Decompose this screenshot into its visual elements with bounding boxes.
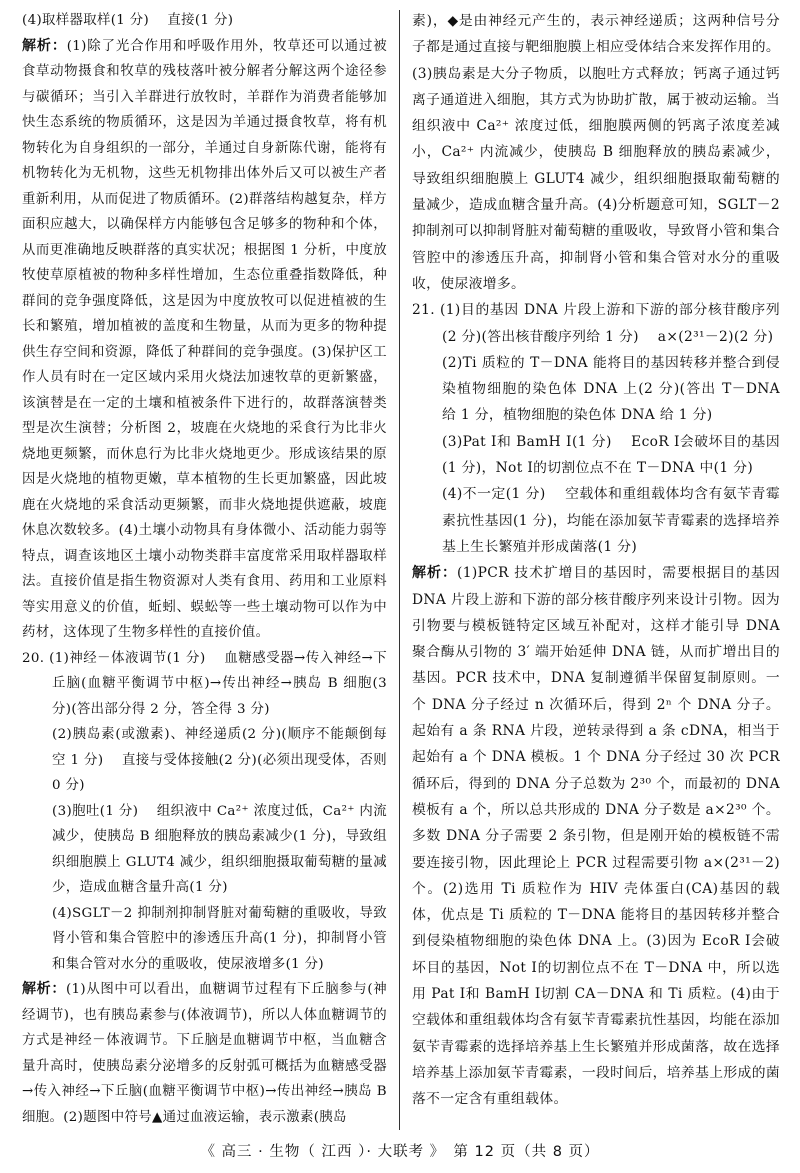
explanation-label: 解析： — [22, 37, 67, 54]
q21-part4-answer: (4)不一定(1 分) 空载体和重组载体均含有氨苄青霉素抗性基因(1 分)，均能在添加氨苄青霉素的选择培养基上生长繁殖并形成菌落(1 分) — [442, 486, 780, 555]
q21-part1-answer: 21. (1)目的基因 DNA 片段上游和下游的部分核苷酸序列(2 分)(答出核苷酸序列给 1 分) a×(2³¹－2)(2 分) — [412, 302, 780, 345]
q20-part2-answer: (2)胰岛素(或激素)、神经递质(2 分)(顺序不能颠倒每空 1 分) 直接与受体接触(2 分)(必须出现受体，否则 0 分) — [52, 727, 387, 793]
q19-explanation — [22, 34, 387, 646]
right-column — [412, 8, 780, 1112]
q20-part3-answer: (3)胞吐(1 分) 组织液中 Ca²⁺ 浓度过低，Ca²⁺ 内流减少，使胰岛 B 细胞释放的胰岛素减少(1 分)，导致组织细胞膜上 GLUT4 减少，组织细胞摄取葡萄糖的量减少，造成血糖含量升高(1 分) — [52, 803, 387, 895]
q19-explanation-text: (1)除了光合作用和呼吸作用外，牧草还可以通过被食草动物摄食和牧草的残枝落叶被分解者分解这两个途径参与碳循环；当引入羊群进行放牧时，羊群作为消费者能够加快生态系统的物质循环，这是因为羊通过摄食牧草，将有机物转化为自身组织的一部分，羊通过自身新陈代谢，能将有机物转化为无机物，这些无机物排出体外后又可以被生产者重新利用，从而促进了物质循环。(2)群落结构越复杂，样方面积应越大，以确保样方内能够包含足够多的物种和个体，从而更准确地反映群落的真实状况；根据图 1 分析，中度放牧使草原植被的物种多样性增加，生态位重叠指数降低，种群间的竞争强度降低，这是因为中度放牧可以促进植被的生长和繁殖，增加植被的盖度和生物量，从而为更多的物种提供生存空间和资源，降低了种群间的竞争强度。(3)保护区工作人员有时在一定区域内采用火烧法加速牧草的更新繁盛，该演替是在一定的土壤和植被条件下进行的，故群落演替类型是次生演替；分析图 2，坡鹿在火烧地的采食行为比非火烧地更频繁，而休息行为比非火烧地更少。形成该结果的原因是火烧地的植物更嫩，草本植物的生长更加繁盛，因此坡鹿在火烧地的采食活动更频繁，而非火烧地提供遮蔽，坡鹿休息次数较多。(4)土壤小动物具有身体微小、活动能力弱等特点，调查该地区土壤小动物类群丰富度常采用取样器取样法。直接价值是指生物资源对人类有食用、药用和工业原料等实用意义的价值，蚯蚓、蜈蚣等一些土壤动物可以作为中药材，这体现了生物多样性的直接价值。 — [22, 38, 387, 640]
left-column — [22, 8, 387, 1130]
q20-part1-answer: 20. (1)神经－体液调节(1 分) 血糖感受器→传入神经→下丘脑(血糖平衡调节中枢)→传出神经→胰岛 B 细胞(3 分)(答出部分得 2 分，答全得 3 分) — [22, 650, 387, 717]
q21-part3-answer: (3)Pat Ⅰ和 BamH Ⅰ(1 分) EcoR Ⅰ会破坏目的基因(1 分)，Not Ⅰ的切割位点不在 T－DNA 中(1 分) — [442, 433, 780, 477]
page-footer: 《 高三 · 生物（ 江西 ）· 大联考 》 第 12 页（共 8 页） — [200, 1144, 600, 1160]
q20-part4-answer: (4)SGLT－2 抑制剂抑制肾脏对葡萄糖的重吸收，导致肾小管和集合管腔中的渗透压升高(1 分)，抑制肾小管和集合管对水分的重吸收，使尿液增多(1 分) — [52, 905, 387, 972]
explanation-label: 解析： — [22, 981, 66, 997]
q19-part4-answer: (4)取样器取样(1 分) 直接(1 分) — [22, 13, 234, 28]
explanation-label: 解析： — [412, 565, 458, 582]
q21-explanation — [412, 560, 780, 1112]
q20-explanation — [22, 977, 387, 1130]
q20-explanation-continued: 素)，◆是由神经元产生的，表示神经递质；这两种信号分子都是通过直接与靶细胞膜上相应受体结合来发挥作用的。(3)胰岛素是大分子物质，以胞吐方式释放；钙离子通过钙离子通道进入细胞，其方式为协助扩散，属于被动运输。当组织液中 Ca²⁺ 浓度过低，细胞膜两侧的钙离子浓度差减小，Ca²⁺ 内流减少，使胰岛 B 细胞释放的胰岛素减少，导致组织细胞膜上 GLUT4 减少，组织细胞摄取葡萄糖的量减少，造成血糖含量升高。(4)分析题意可知，SGLT－2 抑制剂可以抑制肾脏对葡萄糖的重吸收，导致肾小管和集合管腔中的渗透压升高，抑制肾小管和集合管对水分的重吸收，使尿液增多。 — [412, 13, 780, 292]
q20-explanation-text: (1)从图中可以看出，血糖调节过程有下丘脑参与(神经调节)，也有胰岛素参与(体液调节)，所以人体血糖调节的方式是神经－体液调节。下丘脑是血糖调节中枢，当血糖含量升高时，使胰岛素分泌增多的反射弧可概括为血糖感受器→传入神经→下丘脑(血糖平衡调节中枢)→传出神经→胰岛 B 细胞。(2)题图中符号▲通过血液运输，表示激素(胰岛 — [22, 982, 387, 1125]
q21-explanation-text: (1)PCR 技术扩增目的基因时，需要根据目的基因 DNA 片段上游和下游的部分核苷酸序列来设计引物。因为引物要与模板链特定区域互补配对，这样才能引导 DNA 聚合酶从引物的 3′ 端开始延伸 DNA 链，从而扩增出目的基因。PCR 技术中，DNA 复制遵循半保留复制原则。一个 DNA 分子经过 n 次循环后，得到 2ⁿ 个 DNA 分子。起始有 a 条 RNA 片段，逆转录得到 a 条 cDNA，相当于起始有 a 个 DNA 模板。1 个 DNA 分子经过 30 次 PCR 循环后，得到的 DNA 分子总数为 2³⁰ 个，而最初的 DNA 模板有 a 个，所以总共形成的 DNA 分子数是 a×2³⁰ 个。多数 DNA 分子需要 2 条引物，但是刚开始的模板链不需要连接引物，因此理论上 PCR 过程需要引物 a×(2³¹－2) 个。(2)选用 Ti 质粒作为 HIV 壳体蛋白(CA)基因的载体，优点是 Ti 质粒的 T－DNA 能将目的基因转移并整合到侵染植物细胞的染色体 DNA 上。(3)因为 EcoR Ⅰ会破坏目的基因，Not Ⅰ的切割位点不在 T－DNA 中，所以选用 Pat Ⅰ和 BamH Ⅰ切割 CA－DNA 和 Ti 质粒。(4)由于空载体和重组载体均含有氨苄青霉素抗性基因，均能在添加氨苄青霉素的选择培养基上生长繁殖并形成菌落，故在选择培养基上添加氨苄青霉素，一段时间后，培养基上形成的菌落不一定含有重组载体。 — [412, 565, 780, 1108]
q21-part2-answer: (2)Ti 质粒的 T－DNA 能将目的基因转移并整合到侵染植物细胞的染色体 DNA 上(2 分)(答出 T－DNA 给 1 分，植物细胞的染色体 DNA 给 1 分) — [442, 354, 780, 424]
column-divider — [399, 10, 400, 1130]
